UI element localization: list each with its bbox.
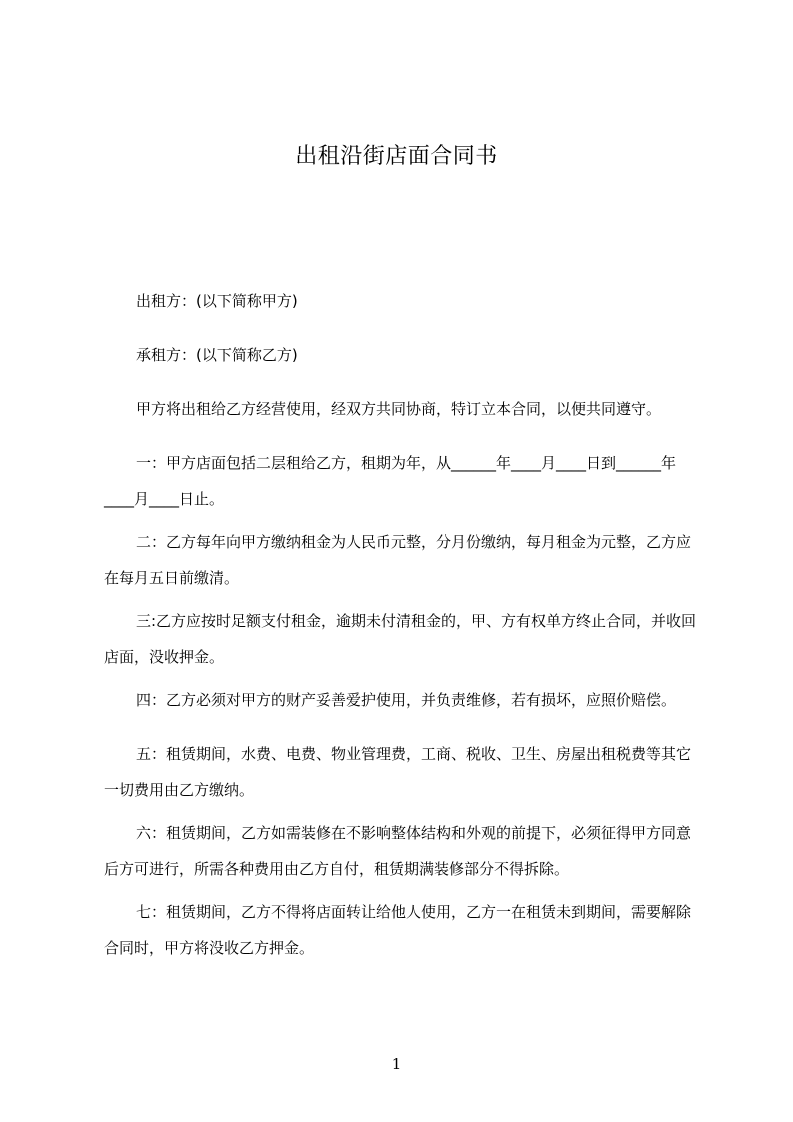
clause-4: 四：乙方必须对甲方的财产妥善爱护使用，并负责维修，若有损坏，应照价赔偿。 (136, 691, 677, 709)
page-number: 1 (391, 1055, 402, 1073)
clause-3: 三:乙方应按时足额支付租金，逾期未付清租金的，甲、方有权单方终止合同，并收回店面，没收押金。 (104, 612, 697, 666)
clause-2: 二：乙方每年向甲方缴纳租金为人民币元整，分月份缴纳，每月租金为元整，乙方应在每月五日前缴清。 (104, 533, 692, 587)
paragraph-preamble: 甲方将出租给乙方经营使用，经双方共同协商，特订立本合同，以便共同遵守。 (136, 400, 662, 418)
clause-6: 六：租赁期间，乙方如需装修在不影响整体结构和外观的前提下，必须征得甲方同意后方可进行，所需各种费用由乙方自付，租赁期满装修部分不得拆除。 (104, 824, 692, 878)
paragraph-lessor: 出租方：(以下简称甲方) (136, 292, 298, 310)
clause-5: 五：租赁期间，水费、电费、物业管理费，工商、税收、卫生、房屋出租税费等其它一切费用由乙方缴纳。 (104, 745, 692, 799)
clause-7: 七：租赁期间，乙方不得将店面转让给他人使用，乙方一在租赁未到期间，需要解除合同时，甲方将没收乙方押金。 (104, 903, 692, 957)
document-title: 出租沿街店面合同书 (295, 144, 498, 169)
clause-1: 一：甲方店面包括二层租给乙方，租期为年，从______年____月____日到______年____月____日止。 (104, 454, 677, 508)
paragraph-lessee: 承租方：(以下简称乙方) (136, 346, 298, 364)
